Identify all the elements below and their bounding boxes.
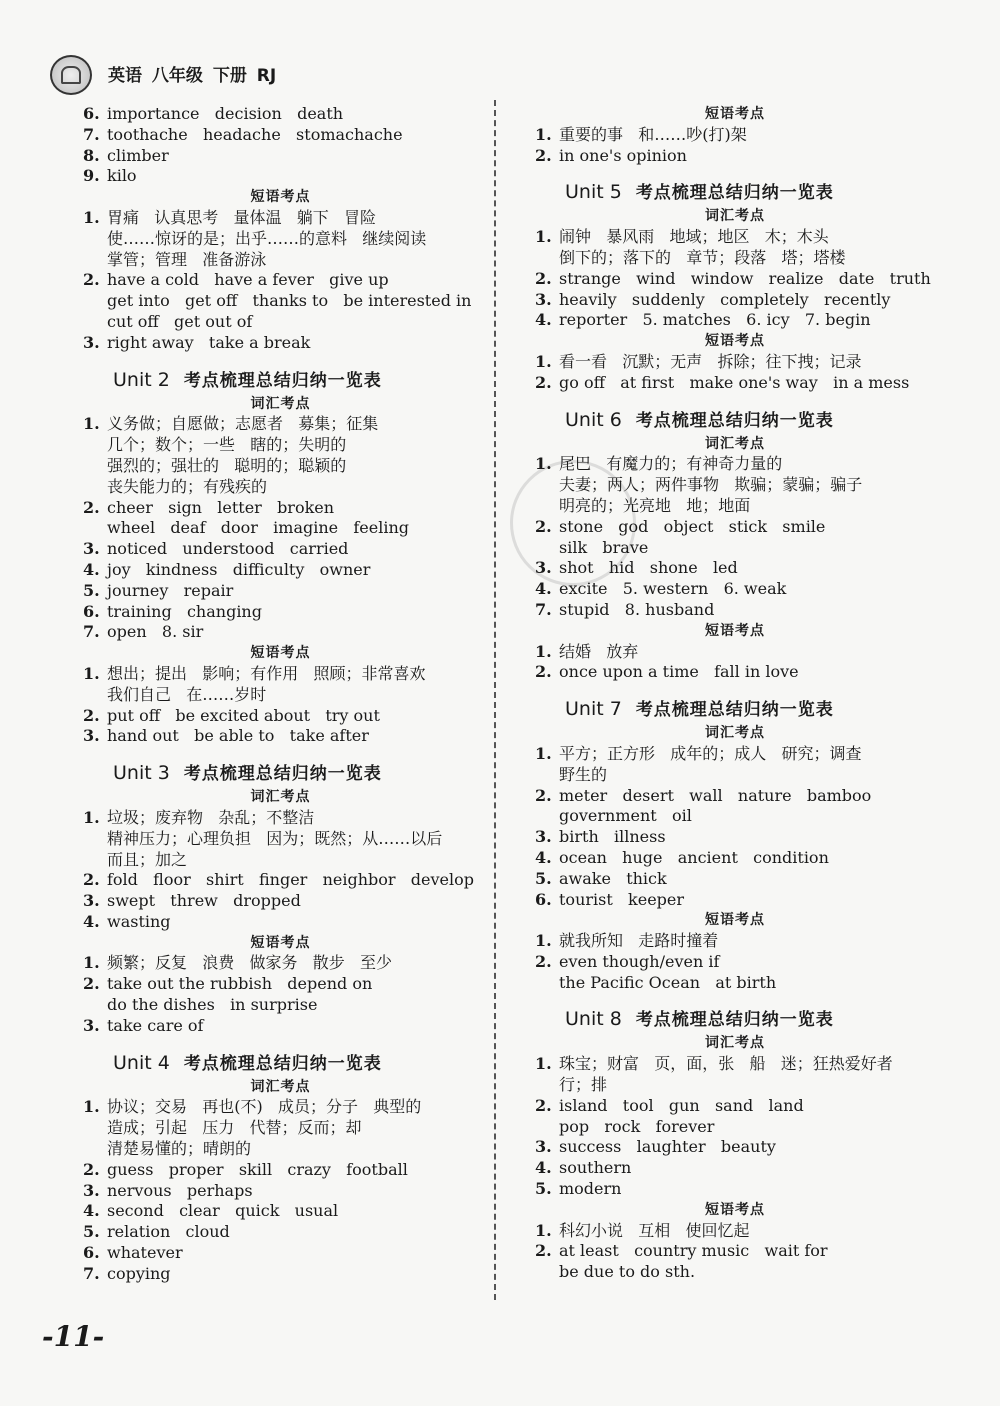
item-number: 2. xyxy=(83,270,100,290)
answer-item xyxy=(535,600,935,621)
answer-item xyxy=(535,827,935,848)
answer-item xyxy=(83,270,478,291)
item-number: 4. xyxy=(535,847,552,867)
item-text: 想出；提出 影响；有作用 照顾；非常喜欢 xyxy=(107,663,426,683)
unit-heading xyxy=(83,366,478,394)
answer-item xyxy=(83,706,478,727)
item-text: 就我所知 走路时撞着 xyxy=(559,931,719,951)
answer-item xyxy=(535,373,935,394)
answer-item xyxy=(535,1179,935,1200)
item-number: 2. xyxy=(535,785,552,805)
answer-item xyxy=(535,642,935,663)
item-text: 胃痛 认真思考 量体温 躺下 冒险 xyxy=(107,207,377,227)
answer-item xyxy=(535,786,935,807)
item-continuation: government oil xyxy=(559,806,692,826)
column-divider xyxy=(494,100,496,1300)
answer-item xyxy=(535,454,935,475)
item-text: reporter 5. matches 6. icy 7. begin xyxy=(559,310,871,330)
item-number: 1. xyxy=(535,931,552,951)
unit-title: 考点梳理总结归纳一览表 xyxy=(183,764,382,785)
item-number: 1. xyxy=(535,1054,552,1074)
item-text: 闹钟 暴风雨 地域；地区 木；木头 xyxy=(559,227,829,247)
answer-item xyxy=(83,664,478,685)
unit-title: 考点梳理总结归纳一览表 xyxy=(183,370,382,391)
item-text: once upon a time fall in love xyxy=(559,662,799,682)
item-text: put off be excited about try out xyxy=(107,705,380,725)
item-continuation: 强烈的；强壮的 聪明的；聪颖的 xyxy=(107,455,347,475)
item-text: nervous perhaps xyxy=(107,1180,253,1200)
item-continuation: 丧失能力的；有残疾的 xyxy=(107,476,268,496)
item-number: 2. xyxy=(535,1241,552,1261)
item-text: southern xyxy=(559,1158,632,1178)
answer-item xyxy=(535,1158,935,1179)
unit-title: 考点梳理总结归纳一览表 xyxy=(635,183,834,204)
item-continuation: pop rock forever xyxy=(559,1116,715,1136)
item-number: 5. xyxy=(83,580,100,600)
item-text: shot hid shone led xyxy=(559,558,738,578)
answer-item xyxy=(83,870,478,891)
item-number: 4. xyxy=(535,1158,552,1178)
item-number: 1. xyxy=(535,641,552,661)
item-number: 4. xyxy=(535,579,552,599)
item-number: 1. xyxy=(535,227,552,247)
right-column xyxy=(535,104,935,1283)
item-number: 2. xyxy=(535,662,552,682)
item-text: wasting xyxy=(107,911,171,931)
answer-item xyxy=(83,498,478,519)
section-subheading: 短语考点 xyxy=(705,106,765,122)
item-number: 2. xyxy=(535,1095,552,1115)
section-subheading: 词汇考点 xyxy=(250,789,311,806)
answer-item xyxy=(535,269,935,290)
item-text: at least country music wait for xyxy=(559,1241,828,1261)
item-text: 平方；正方形 成年的；成人 研究；调查 xyxy=(559,743,862,763)
unit-label: Unit 5 xyxy=(565,181,622,204)
answer-item xyxy=(83,333,478,354)
section-subheading: 短语考点 xyxy=(705,333,765,350)
item-text: meter desert wall nature bamboo xyxy=(559,785,872,805)
item-continuation: 行；排 xyxy=(559,1075,608,1095)
answer-item xyxy=(535,558,935,579)
item-continuation: 而且；加之 xyxy=(107,849,188,869)
item-number: 2. xyxy=(535,372,552,392)
answer-item xyxy=(83,414,478,435)
item-continuation: wheel deaf door imagine feeling xyxy=(107,518,410,538)
answer-item xyxy=(535,227,935,248)
item-number: 5. xyxy=(535,1179,552,1199)
item-number: 3. xyxy=(83,891,100,911)
item-text: take out the rubbish depend on xyxy=(107,974,373,994)
unit-heading xyxy=(535,1005,935,1033)
unit-label: Unit 7 xyxy=(565,698,622,721)
item-continuation: 几个；数个；一些 瞎的；失明的 xyxy=(107,435,347,455)
answer-item xyxy=(83,912,478,933)
section-subheading: 短语考点 xyxy=(705,1201,765,1218)
section-subheading: 短语考点 xyxy=(250,189,311,206)
unit-heading xyxy=(535,695,935,723)
unit-heading xyxy=(83,1049,478,1077)
item-text: whatever xyxy=(107,1243,183,1263)
item-number: 2. xyxy=(83,870,100,890)
section-subheading: 短语考点 xyxy=(250,645,311,662)
item-text: heavily suddenly completely recently xyxy=(559,289,891,309)
item-text: joy kindness difficulty owner xyxy=(107,559,371,579)
item-text: go off at first make one's way in a mess xyxy=(559,372,910,392)
item-number: 6. xyxy=(83,601,100,621)
item-number: 3. xyxy=(535,558,552,578)
item-continuation: 倒下的；落下的 章节；段落 塔；塔楼 xyxy=(559,247,846,267)
section-subheading: 词汇考点 xyxy=(705,208,765,225)
item-text: open 8. sir xyxy=(107,622,204,642)
item-number: 8. xyxy=(83,145,100,165)
item-text: cheer sign letter broken xyxy=(107,497,335,517)
item-continuation: do the dishes in surprise xyxy=(107,995,318,1015)
item-continuation: cut off get out of xyxy=(107,311,253,331)
item-number: 7. xyxy=(83,1263,100,1283)
answer-item xyxy=(83,602,478,623)
item-number: 4. xyxy=(83,1201,100,1221)
item-number: 2. xyxy=(83,497,100,517)
item-text: relation cloud xyxy=(107,1222,230,1242)
item-number: 3. xyxy=(535,289,552,309)
unit-heading xyxy=(535,178,935,206)
item-text: even though/even if xyxy=(559,951,720,971)
item-number: 4. xyxy=(83,911,100,931)
item-text: swept threw dropped xyxy=(107,891,301,911)
unit-label: Unit 2 xyxy=(113,368,170,391)
item-text: importance decision death xyxy=(107,104,344,123)
item-text: 珠宝；财富 页，面，张 船 迷；狂热爱好者 xyxy=(559,1054,893,1074)
item-number: 5. xyxy=(83,1222,100,1242)
item-number: 7. xyxy=(83,622,100,642)
answer-item xyxy=(535,662,935,683)
left-column xyxy=(83,104,478,1285)
answer-item xyxy=(83,581,478,602)
answer-item xyxy=(83,146,478,167)
answer-item xyxy=(535,352,935,373)
item-text: copying xyxy=(107,1263,171,1283)
item-number: 1. xyxy=(83,1097,100,1117)
answer-item xyxy=(83,974,478,995)
item-text: right away take a break xyxy=(107,332,311,352)
answer-item xyxy=(83,1181,478,1202)
unit-label: Unit 6 xyxy=(565,408,622,431)
section-subheading: 词汇考点 xyxy=(705,435,765,452)
item-text: fold floor shirt finger neighbor develop xyxy=(107,870,475,890)
answer-item xyxy=(83,1016,478,1037)
answer-item xyxy=(535,1096,935,1117)
answer-item xyxy=(83,891,478,912)
item-number: 3. xyxy=(83,332,100,352)
answer-item xyxy=(83,125,478,146)
answer-item xyxy=(535,848,935,869)
answer-item xyxy=(83,1160,478,1181)
answer-item xyxy=(535,310,935,331)
item-text: have a cold have a fever give up xyxy=(107,270,389,290)
item-number: 1. xyxy=(535,454,552,474)
item-number: 3. xyxy=(83,1180,100,1200)
answer-item xyxy=(535,146,935,167)
item-continuation: the Pacific Ocean at birth xyxy=(559,972,777,992)
item-number: 6. xyxy=(83,1243,100,1263)
item-number: 7. xyxy=(535,599,552,619)
item-number: 6. xyxy=(83,104,100,123)
item-text: success laughter beauty xyxy=(559,1137,776,1157)
item-number: 2. xyxy=(83,1159,100,1179)
item-number: 4. xyxy=(535,310,552,330)
answer-item xyxy=(83,539,478,560)
item-number: 3. xyxy=(535,1137,552,1157)
section-subheading: 词汇考点 xyxy=(705,1035,765,1052)
item-text: 垃圾；废弃物 杂乱；不整洁 xyxy=(107,807,315,827)
answer-item xyxy=(535,579,935,600)
item-number: 4. xyxy=(83,559,100,579)
item-number: 2. xyxy=(83,974,100,994)
item-continuation: get into get off thanks to be interested in xyxy=(107,291,472,311)
item-text: 尾巴 有魔力的；有神奇力量的 xyxy=(559,454,783,474)
answer-item xyxy=(83,560,478,581)
item-number: 1. xyxy=(535,351,552,371)
item-text: take care of xyxy=(107,1015,204,1035)
item-text: awake thick xyxy=(559,868,667,888)
item-number: 9. xyxy=(83,166,100,186)
answer-item xyxy=(535,1221,935,1242)
item-number: 1. xyxy=(83,807,100,827)
answer-item xyxy=(535,931,935,952)
header-title: 英语 八年级 下册 RJ xyxy=(108,66,277,86)
section-subheading: 短语考点 xyxy=(250,934,311,951)
item-continuation: 清楚易懂的；晴朗的 xyxy=(107,1139,252,1159)
publisher-logo-icon xyxy=(50,55,92,95)
item-text: 结婚 放弃 xyxy=(559,641,639,661)
item-continuation: be due to do sth. xyxy=(559,1262,696,1282)
unit-title: 考点梳理总结归纳一览表 xyxy=(635,410,834,431)
item-text: 重要的事 和……吵(打)架 xyxy=(559,124,747,144)
item-number: 6. xyxy=(535,889,552,909)
item-number: 2. xyxy=(535,268,552,288)
item-number: 1. xyxy=(535,743,552,763)
item-text: in one's opinion xyxy=(559,145,687,165)
item-number: 2. xyxy=(535,516,552,536)
answer-item xyxy=(83,808,478,829)
answer-item xyxy=(535,290,935,311)
unit-heading xyxy=(535,406,935,434)
item-number: 3. xyxy=(535,827,552,847)
item-number: 1. xyxy=(83,953,100,973)
item-continuation: silk brave xyxy=(559,537,649,557)
answer-item xyxy=(83,953,478,974)
item-continuation: 夫妻；两人；两件事物 欺骗；蒙骗；骗子 xyxy=(559,475,863,495)
item-text: toothache headache stomachache xyxy=(107,124,403,144)
item-text: island tool gun sand land xyxy=(559,1095,804,1115)
answer-item xyxy=(83,1243,478,1264)
answer-item xyxy=(83,1201,478,1222)
item-number: 3. xyxy=(83,539,100,559)
unit-label: Unit 3 xyxy=(113,762,170,785)
answer-item xyxy=(83,166,478,187)
unit-title: 考点梳理总结归纳一览表 xyxy=(635,700,834,721)
item-text: journey repair xyxy=(107,580,234,600)
answer-item xyxy=(535,744,935,765)
item-text: modern xyxy=(559,1179,622,1199)
answer-item xyxy=(83,1264,478,1285)
item-text: 频繁；反复 浪费 做家务 散步 至少 xyxy=(107,953,393,973)
item-continuation: 我们自己 在……岁时 xyxy=(107,684,267,704)
item-number: 1. xyxy=(83,207,100,227)
answer-item xyxy=(83,1097,478,1118)
item-text: strange wind window realize date truth xyxy=(559,268,931,288)
item-number: 3. xyxy=(83,726,100,746)
item-text: excite 5. western 6. weak xyxy=(559,579,787,599)
item-text: stone god object stick smile xyxy=(559,516,826,536)
item-continuation: 造成；引起 压力 代替；反而；却 xyxy=(107,1118,362,1138)
answer-item xyxy=(83,1222,478,1243)
unit-heading xyxy=(83,759,478,787)
section-subheading: 短语考点 xyxy=(705,622,765,639)
item-continuation: 使……惊讶的是；出乎……的意料 继续阅读 xyxy=(107,228,427,248)
item-text: 协议；交易 再也(不) 成员；分子 典型的 xyxy=(107,1097,422,1117)
page-number: -11- xyxy=(42,1320,105,1353)
section-subheading: 短语考点 xyxy=(705,912,765,929)
answer-item xyxy=(535,869,935,890)
item-number: 1. xyxy=(535,124,552,144)
item-continuation: 野生的 xyxy=(559,764,608,784)
item-text: ocean huge ancient condition xyxy=(559,847,829,867)
section-subheading: 词汇考点 xyxy=(250,395,311,412)
item-number: 2. xyxy=(83,705,100,725)
item-number: 7. xyxy=(83,124,100,144)
section-subheading: 词汇考点 xyxy=(250,1078,311,1095)
item-text: hand out be able to take after xyxy=(107,726,369,746)
unit-title: 考点梳理总结归纳一览表 xyxy=(635,1010,834,1031)
answer-item xyxy=(535,517,935,538)
item-text: 看一看 沉默；无声 拆除；往下拽；记录 xyxy=(559,351,862,371)
item-number: 1. xyxy=(83,414,100,434)
item-text: noticed understood carried xyxy=(107,539,349,559)
item-text: kilo xyxy=(107,166,137,186)
answer-item xyxy=(535,890,935,911)
item-text: climber xyxy=(107,145,169,165)
item-text: birth illness xyxy=(559,827,666,847)
item-number: 2. xyxy=(535,951,552,971)
item-text: 科幻小说 互相 使回忆起 xyxy=(559,1220,750,1240)
answer-item xyxy=(535,1241,935,1262)
answer-item xyxy=(83,726,478,747)
item-text: guess proper skill crazy football xyxy=(107,1159,408,1179)
answer-item xyxy=(535,952,935,973)
item-number: 3. xyxy=(83,1015,100,1035)
item-text: training changing xyxy=(107,601,262,621)
answer-item xyxy=(535,1137,935,1158)
unit-title: 考点梳理总结归纳一览表 xyxy=(183,1053,382,1074)
item-text: 义务做；自愿做；志愿者 募集；征集 xyxy=(107,414,379,434)
item-number: 5. xyxy=(535,868,552,888)
page-header xyxy=(50,55,950,95)
item-continuation: 精神压力；心理负担 因为；既然；从……以后 xyxy=(107,828,443,848)
item-number: 1. xyxy=(83,663,100,683)
answer-item xyxy=(83,208,478,229)
item-text: tourist keeper xyxy=(559,889,685,909)
answer-item xyxy=(83,104,478,125)
item-continuation: 掌管；管理 准备游泳 xyxy=(107,249,267,269)
answer-item xyxy=(535,125,935,146)
item-text: stupid 8. husband xyxy=(559,599,715,619)
item-number: 2. xyxy=(535,145,552,165)
item-number: 1. xyxy=(535,1220,552,1240)
answer-item xyxy=(535,1054,935,1075)
section-subheading: 词汇考点 xyxy=(705,725,765,742)
item-text: second clear quick usual xyxy=(107,1201,339,1221)
unit-label: Unit 8 xyxy=(565,1008,622,1031)
unit-label: Unit 4 xyxy=(113,1051,170,1074)
item-continuation: 明亮的；光亮地 地；地面 xyxy=(559,495,751,515)
answer-item xyxy=(83,622,478,643)
